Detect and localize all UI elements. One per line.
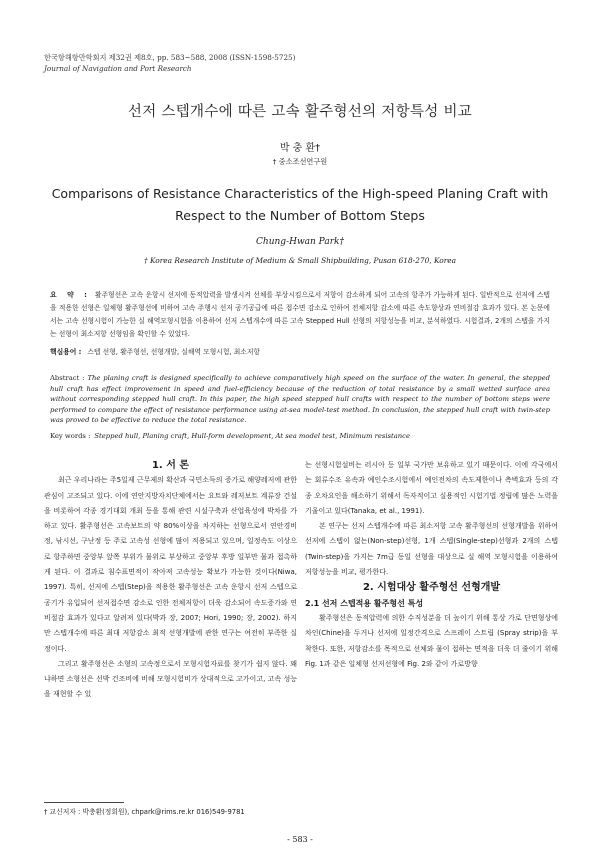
journal-name: Journal of Navigation and Port Research	[44, 64, 192, 73]
keywords-english-text: Stepped hull, Planing craft, Hull-form development, At sea model test, Minimum resistance	[94, 432, 410, 440]
body-column-left	[44, 458, 297, 703]
paragraph: 그리고 활주형선은 소형의 고속정으로서 모형시험자료를 찾기가 쉽지 않다. 왜냐하면 소형선은 선박 건조비에 비해 모형시험비가 상대적으로 고가이고, 고속 성능을 재현할 수 있	[44, 659, 297, 699]
keywords-korean	[50, 346, 550, 356]
author-korean: 박 충 환†	[279, 143, 321, 154]
abstract-korean-text: 활주형선은 고속 운항시 선저에 동적압력을 발생시켜 선체를 부상시킴으로서 저항이 감소하게 되어 고속의 항주가 가능하게 된다. 일반적으로 선저에 스텝을 적용한 선형은 일체형 활주형선에 비하여 고속 주행시 선저 공기공급에 따른 접수면 감소로 인하여 전체저항 감소에 따른 속도향상과 연비절감 효과가 있다. 본 논문에서는 고속 선형시험이 가능한 실 해역모형시험을 이용하여 선저 스텝개수에 따른 고속 Stepped Hull 선형의 저항성능을 비교, 분석하였다. 시험결과, 2개의 스텝을 가지는 선형이 최소저항 선형임을 확인할 수 있었다.	[50, 291, 550, 338]
keywords-english-label: Key words :	[50, 432, 91, 440]
journal-citation: 한국항해항만학회지 제32권 제8호, pp. 583~588, 2008 (ISSN-1598-5725)	[44, 53, 296, 62]
journal-header	[44, 52, 295, 74]
abstract-korean	[50, 289, 550, 341]
keywords-korean-text: 스텝 선형, 활주형선, 선형개발, 실해역 모형시험, 최소저항	[87, 348, 260, 356]
title-en-line2: Respect to the Number of Bottom Steps	[175, 208, 425, 223]
page-number: - 583 -	[287, 835, 313, 844]
footnote: † 교신저자 : 박충환(정회원), chpark@rims.re.kr 016)549-9781	[44, 808, 245, 816]
paragraph: 최근 우리나라는 주5일제 근무제의 확산과 국민소득의 증가로 해양레저에 관한 관심이 고조되고 있다. 이에 연안지방자치단체에서는 요트와 레저보트 계류장 건설을 비롯하여 각종 경기대회 개최 등을 통해 관련 시설구축과 산업육성에 박차를 가하고 있다. 활주형선은 고속보트의 약 80%이상을 차지하는 선형으로서 연안경비정, 낚시선, 구난정 등 주로 고속성 선형에 많이 적용되고 있으며, 일정속도 이상으로 항주하면 중앙부 앞쪽 부위가 물위로 부상하고 중앙부 후방 일부만 물과 접촉하게 된다. 이 결과로 침수표면적이 작아져 고속성능 확보가 가능한 것이다(Niwa, 1997). 특히, 선저에 스텝(Step)을 적용한 활주형선은 고속 운항시 선저 스텝으로 공기가 유입되어 선저접수면 감소로 인한 전체저항이 더욱 감소되어 속도증가와 연비절감 효과가 있다고 알려져 있다(박과 장, 2007; Hori, 1990; 장, 2002). 하지만 스텝개수에 따른 최대 저항감소 최적 선형개발에 관한 연구는 여전히 부족한 실정이다.	[44, 476, 297, 653]
paragraph: 는 선형시험설비는 러시아 등 일부 국가만 보유하고 있기 때문이다. 이에 각국에서는 회류수조 유속과 예인수조시험에서 예인전차의 속도제한이나 측벽효과 등의 각종 오차요인을 해소하기 위해서 독자적이고 실용적인 시험기법 정립에 많은 노력을 기울이고 있다(Tanaka, et al., 1991).	[305, 461, 558, 515]
affiliation-english: † Korea Research Institute of Medium & Small Shipbuilding, Pusan 618-270, Korea	[143, 256, 457, 265]
abstract-korean-label: 요 약 :	[50, 291, 91, 299]
paper-title-korean: 선저 스텝개수에 따른 고속 활주형선의 저항특성 비교	[127, 104, 473, 120]
abstract-english	[50, 373, 550, 426]
abstract-english-text: The planing craft is designed specifically to achieve comparatively high speed on the surface of the water. In general, the stepped hull craft has effect improvement in speed and fuel-efficiency because of the reduction of total resistance by a small wetted surface area without corresponding stepped hull craft. In this paper, the high speed stepped hull crafts with respect to the number of bottom steps were performed to compare the effect of resistance performance using at-sea model-test method. In conclusion, the stepped hull craft with twin-step was proved to be effective to reduce the total resistance.	[50, 374, 550, 425]
section-2-heading: 2. 시험대상 활주형선 선형개발	[362, 582, 501, 594]
abstract-english-label: Abstract :	[50, 374, 85, 382]
paper-title-english	[30, 183, 570, 227]
keywords-english	[50, 432, 550, 440]
subsection-2-1-heading: 2.1 선저 스텝적용 활주형선 특성	[305, 598, 424, 608]
author-english: Chung-Hwan Park†	[256, 237, 344, 247]
body-column-right	[305, 458, 558, 672]
section-1-heading: 1. 서 론	[151, 460, 190, 471]
affiliation-korean: † 중소조선연구원	[272, 157, 328, 166]
paragraph: 본 연구는 선저 스텝개수에 따른 최소저항 고속 활주형선의 선형개발을 위하여 선저에 스텝이 없는(Non-step)선형, 1개 스텝(Single-step)선형과 2개의 스텝(Twin-step)을 가지는 7m급 동일 선형을 대상으로 실 해역 모형시험을 이용하여 저항성능을 비교, 평가한다.	[305, 522, 558, 577]
title-en-line1: Comparisons of Resistance Characteristics of the High-speed Planing Craft with	[51, 186, 549, 201]
footnote-divider	[44, 802, 124, 803]
keywords-korean-label: 핵심용어 :	[50, 348, 82, 356]
paragraph: 활주형선은 동적압력에 의한 수직성분을 더 높이기 위해 통상 가로 단면형상에 차인(Chine)을 두거나 선저에 일정간격으로 스프레이 스트립 (Spray strip)을 부착한다. 또한, 저항감소를 목적으로 선체와 물이 접하는 면적을 더욱 더 줄이기 위해 Fig. 1과 같은 일체형 선저선형에 Fig. 2와 같이 가로방향	[305, 613, 558, 668]
